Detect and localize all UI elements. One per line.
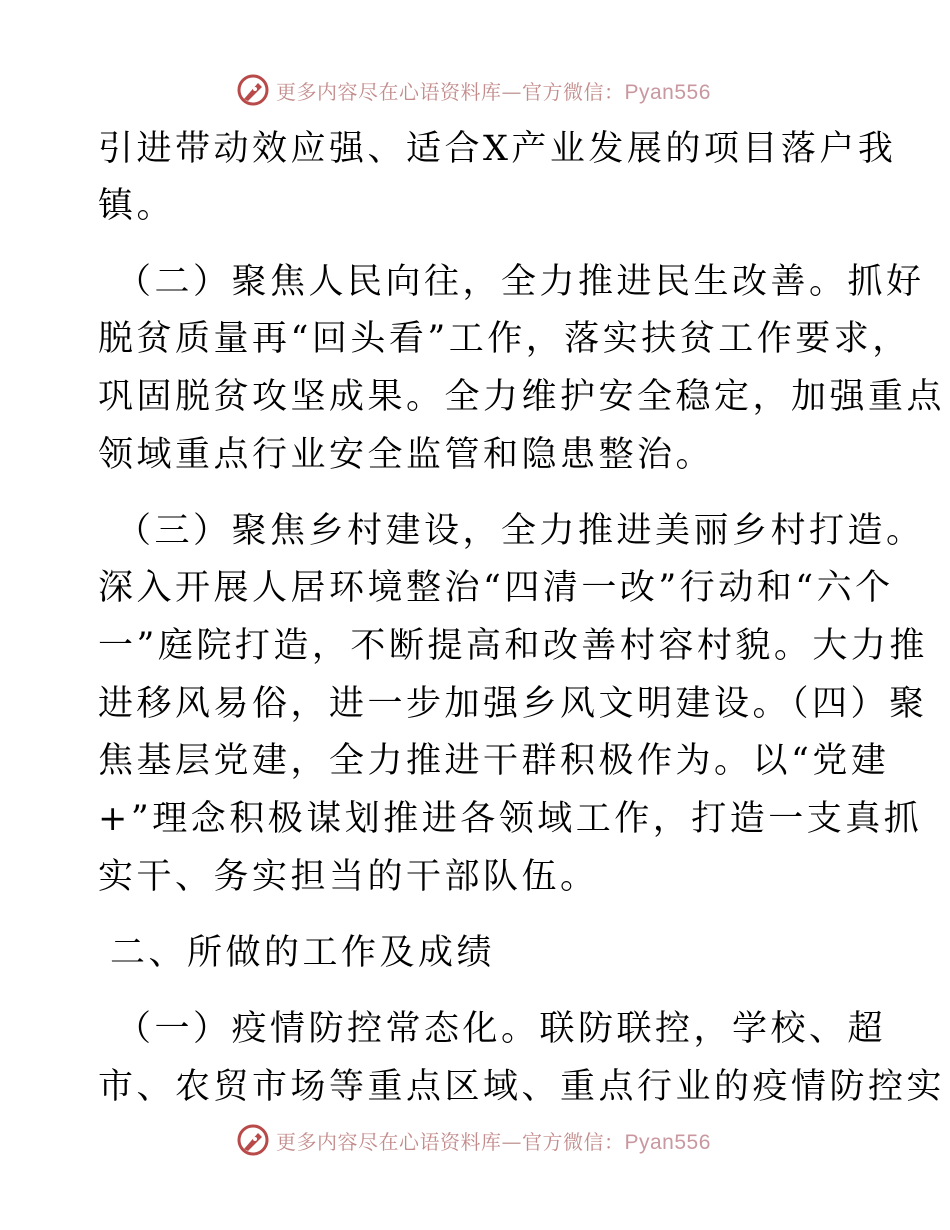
section-heading-work-and-results: 二、所做的工作及成绩 [110,933,496,973]
body-line-9: 一”庭院打造，不断提高和改善村容村貌。大力推 [98,626,928,666]
body-line-13: 实干、务实担当的干部队伍。 [98,857,599,897]
pen-nib-circle-icon [236,1123,270,1157]
body-line-11: 焦基层党建，全力推进干群积极作为。以“党建 [98,741,890,781]
body-line-1: 引进带动效应强、适合X产业发展的项目落户我 [98,129,897,169]
section-2-heading-line: （二）聚焦人民向往，全力推进民生改善。抓好 [116,262,925,302]
body-line-2: 镇。 [98,186,176,226]
pen-nib-circle-icon [236,73,270,107]
body-line-10: 进移风易俗，进一步加强乡风文明建设。（四）聚 [98,684,928,724]
footer-watermark [236,1122,711,1158]
subsection-1-heading-line: （一）疫情防控常态化。联防联控，学校、超 [116,1009,887,1049]
header-watermark [236,72,711,108]
body-line-12: +”理念积极谋划推进各领域工作，打造一支真抓 [98,799,923,839]
body-line-8: 深入开展人居环境整治“四清一改”行动和“六个 [98,568,894,608]
watermark-text: 更多内容尽在心语资料库—官方微信：Pyan556 [276,79,711,104]
body-line-16: 市、农贸市场等重点区域、重点行业的疫情防控实 [98,1067,946,1107]
section-3-heading-line: （三）聚焦乡村建设，全力推进美丽乡村打造。 [116,511,925,551]
body-line-4: 脱贫质量再“回头看”工作，落实扶贫工作要求， [98,319,911,359]
body-line-5: 巩固脱贫攻坚成果。全力维护安全稳定，加强重点 [98,377,946,417]
body-line-6: 领域重点行业安全监管和隐患整治。 [98,435,715,475]
watermark-text: 更多内容尽在心语资料库—官方微信：Pyan556 [276,1129,711,1154]
